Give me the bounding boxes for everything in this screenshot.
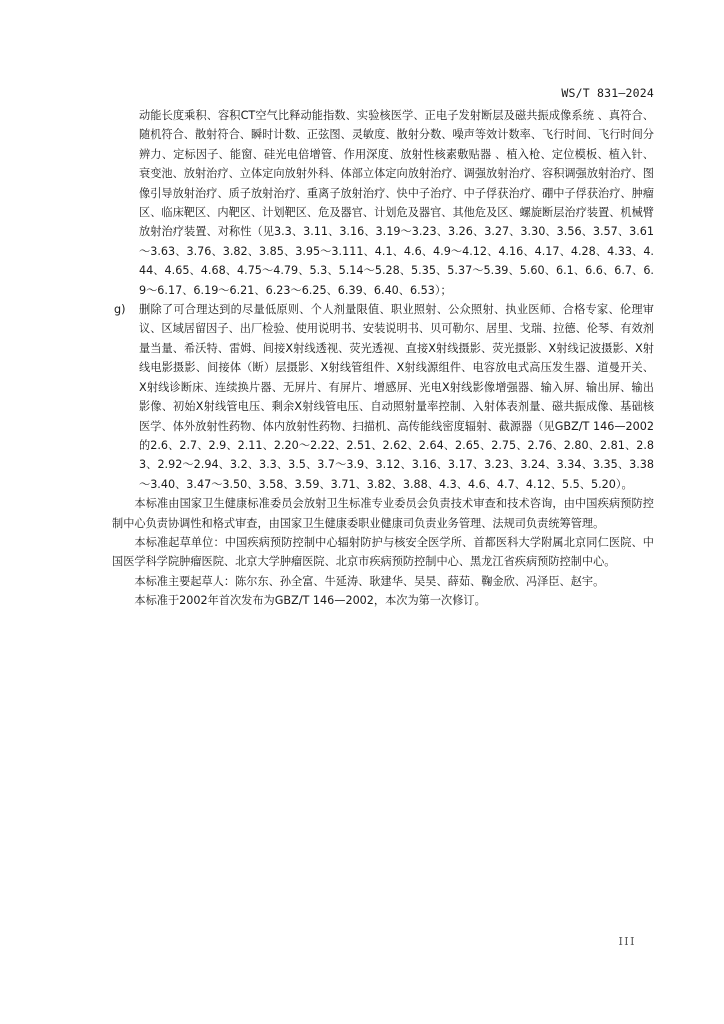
list-item-f-continued	[114, 106, 654, 300]
paragraph-publication-history: 本标准于2002年首次发布为GBZ/T 146—2002，本次为第一次修订。	[134, 594, 486, 608]
list-item-label: g)	[114, 303, 126, 317]
page-number: III	[618, 935, 636, 948]
document-body	[114, 106, 654, 611]
list-item-g	[114, 300, 654, 494]
list-item-text: 动能长度乘积、容积CT空气比释动能指数、实验核医学、正电子发射断层及磁共振成像系统 、真符合、随机符合、散射符合、瞬时计数、正弦图、灵敏度、散射分数、噪声等效计数率、飞行时间、飞行时间分辨力、定标因子、能窗、硅光电倍增管、作用深度、放射性核素敷贴器 、植入枪、定位模板、植入针、衰变池、放射治疗、立体定向放射外科、体部立体定向放射治疗、调强放射治疗、容积调强放射治疗、图像引导放射治疗、质子放射治疗、重离子放射治疗、快中子治疗、中子俘获治疗、硼中子俘获治疗、肿瘤区、临床靶区、内靶区、计划靶区、危及器官、计划危及器官、其他危及区、螺旋断层治疗装置、机械臂放射治疗装置、对称性（见3.3、3.11、3.16、3.19～3.23、3.26、3.27、3.30、3.56、3.57、3.61～3.63、3.76、3.82、3.85、3.95～3.111、4.1、4.6、4.9～4.12、4.16、4.17、4.28、4.33、4.44、4.65、4.68、4.75～4.79、5.3、5.14～5.28、5.35、5.37～5.39、5.60、6.1、6.6、6.7、6.9～6.17、6.19～6.21、6.23～6.25、6.39、6.40、6.53）；	[139, 109, 654, 297]
standard-number: WS/T 831—2024	[561, 86, 654, 100]
foreword-paragraphs	[112, 494, 654, 610]
paragraph-drafters: 本标准主要起草人：陈尔东、孙全富、牛延涛、耿建华、吴昊、薛茹、鞠金欣、冯泽臣、赵宇。	[134, 574, 605, 588]
paragraph-review-responsibility: 本标准由国家卫生健康标准委员会放射卫生标准专业委员会负责技术审查和技术咨询，由中国疾病预防控制中心负责协调性和格式审查，由国家卫生健康委职业健康司负责业务管理、法规司负责统筹管理。	[112, 497, 654, 530]
list-item-text: 删除了可合理达到的尽量低原则、个人剂量限值、职业照射、公众照射、执业医师、合格专家、伦理审议、区域居留因子、出厂检验、使用说明书、安装说明书、贝可勒尔、居里、戈瑞、拉德、伦琴、有效剂量当量、希沃特、雷姆、间接X射线透视、荧光透视、直接X射线摄影、荧光摄影、X射线记波摄影、X射线电影摄影、间接体（断）层摄影、X射线管组件、X射线源组件、电容放电式高压发生器、道曼开关、X射线诊断床、连续换片器、无屏片、有屏片、增感屏、光电X射线影像增强器、输入屏、输出屏、输出影像、初始X射线管电压、剩余X射线管电压、自动照射量率控制、入射体表剂量、磁共振成像、基础核医学、体外放射性药物、体内放射性药物、扫描机、高传能线密度辐射、截源器（见GBZ/T 146—2002的2.6、2.7、2.9、2.11、2.20～2.22、2.51、2.62、2.64、2.65、2.75、2.76、2.80、2.81、2.83、2.92～2.94、3.2、3.3、3.5、3.7～3.9、3.12、3.16、3.17、3.23、3.24、3.34、3.35、3.38～3.40、3.47～3.50、3.58、3.59、3.71、3.82、3.88、4.3、4.6、4.7、4.12、5.5、5.20）。	[139, 303, 654, 491]
paragraph-drafting-units: 本标准起草单位：中国疾病预防控制中心辐射防护与核安全医学所、首都医科大学附属北京同仁医院、中国医学科学院肿瘤医院、北京大学肿瘤医院、北京市疾病预防控制中心、黑龙江省疾病预防控制中心。	[112, 535, 654, 569]
